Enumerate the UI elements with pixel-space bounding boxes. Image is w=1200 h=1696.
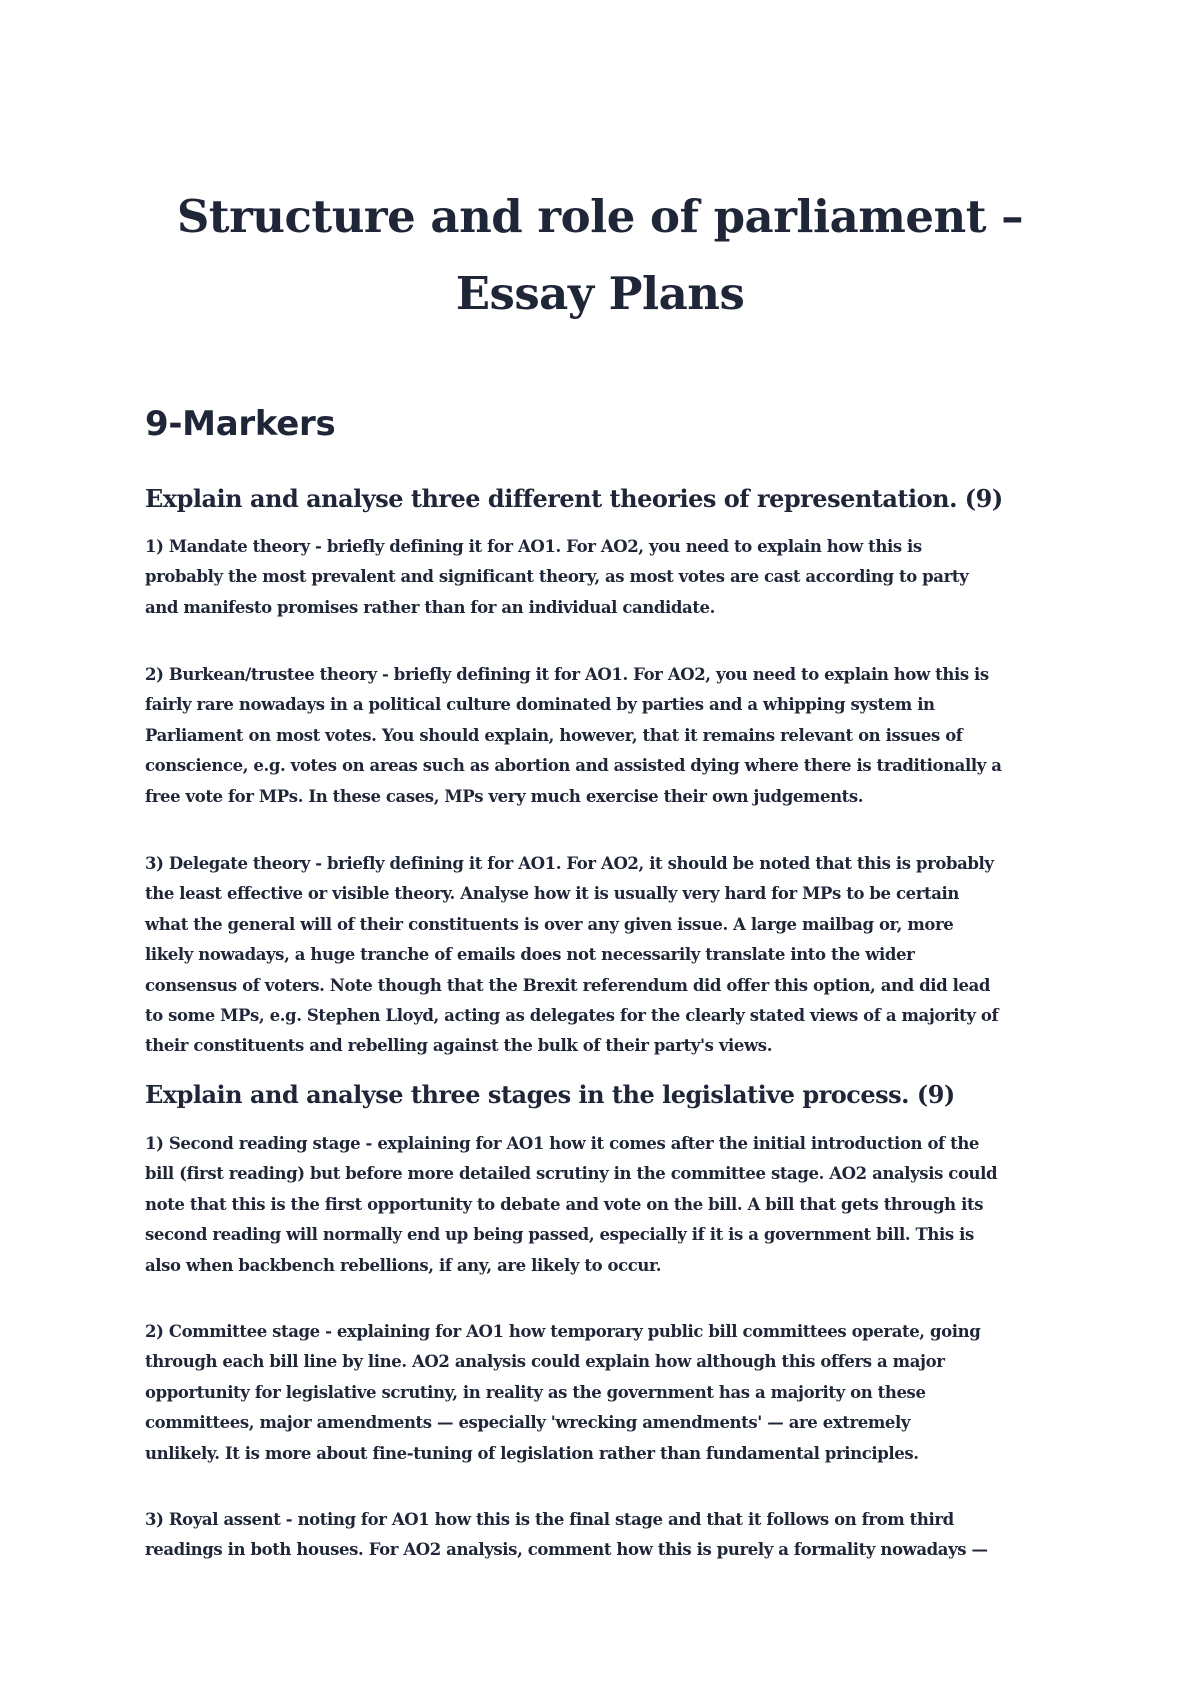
paragraph-line: second reading will normally end up being passed, especially if it is a government bill. This is <box>145 1225 974 1245</box>
paragraph-line: through each bill line by line. AO2 analysis could explain how although this offers a major <box>145 1352 945 1372</box>
document-title <box>100 178 1100 332</box>
paragraph-line: 2) Burkean/trustee theory - briefly defining it for AO1. For AO2, you need to explain how this is <box>145 665 989 684</box>
section-heading: 9-Markers <box>145 404 336 444</box>
answer-paragraph <box>145 660 1065 812</box>
question-heading: Explain and analyse three different theories of representation. (9) <box>145 484 1003 513</box>
answer-paragraph <box>145 1129 1065 1281</box>
title-line-2: Essay Plans <box>455 267 745 320</box>
paragraph-line: probably the most prevalent and significant theory, as most votes are cast according to party <box>145 567 969 587</box>
paragraph-line: note that this is the first opportunity to debate and vote on the bill. A bill that gets through its <box>145 1194 984 1214</box>
paragraph-line: also when backbench rebellions, if any, are likely to occur. <box>145 1255 662 1275</box>
paragraph-line: 1) Second reading stage - explaining for AO1 how it comes after the initial introduction of the <box>145 1134 980 1153</box>
paragraph-line: 2) Committee stage - explaining for AO1 how temporary public bill committees operate, going <box>145 1322 981 1341</box>
paragraph-line: what the general will of their constituents is over any given issue. A large mailbag or, more <box>145 914 954 934</box>
paragraph-line: readings in both houses. For AO2 analysis, comment how this is purely a formality nowadays — <box>145 1540 988 1560</box>
paragraph-line: opportunity for legislative scrutiny, in reality as the government has a majority on these <box>145 1382 926 1402</box>
paragraph-line: 1) Mandate theory - briefly defining it for AO1. For AO2, you need to explain how this is <box>145 537 922 556</box>
answer-paragraph <box>145 1317 1065 1469</box>
paragraph-line: 3) Royal assent - noting for AO1 how this is the final stage and that it follows on from third <box>145 1510 954 1529</box>
paragraph-line: free vote for MPs. In these cases, MPs very much exercise their own judgements. <box>145 786 864 806</box>
paragraph-line: Parliament on most votes. You should explain, however, that it remains relevant on issues of <box>145 725 963 745</box>
paragraph-line: unlikely. It is more about fine-tuning of legislation rather than fundamental principles. <box>145 1443 919 1463</box>
paragraph-line: 3) Delegate theory - briefly defining it for AO1. For AO2, it should be noted that this is probably <box>145 854 994 873</box>
question-heading: Explain and analyse three stages in the legislative process. (9) <box>145 1080 955 1109</box>
answer-paragraph <box>145 532 1065 623</box>
paragraph-line: and manifesto promises rather than for an individual candidate. <box>145 597 715 617</box>
paragraph-line: likely nowadays, a huge tranche of emails does not necessarily translate into the wider <box>145 945 915 965</box>
paragraph-line: to some MPs, e.g. Stephen Lloyd, acting as delegates for the clearly stated views of a majority of <box>145 1006 999 1026</box>
paragraph-line: conscience, e.g. votes on areas such as abortion and assisted dying where there is traditionally a <box>145 756 1002 776</box>
answer-paragraph <box>145 1505 1065 1566</box>
paragraph-line: their constituents and rebelling against the bulk of their party's views. <box>145 1036 773 1056</box>
paragraph-line: consensus of voters. Note though that the Brexit referendum did offer this option, and did lead <box>145 975 991 995</box>
paragraph-line: bill (first reading) but before more detailed scrutiny in the committee stage. AO2 analysis could <box>145 1164 998 1184</box>
paragraph-line: the least effective or visible theory. Analyse how it is usually very hard for MPs to be certain <box>145 884 960 904</box>
title-line-1: Structure and role of parliament – <box>176 190 1024 243</box>
answer-paragraph <box>145 849 1065 1062</box>
paragraph-line: fairly rare nowadays in a political culture dominated by parties and a whipping system in <box>145 695 935 715</box>
paragraph-line: committees, major amendments — especially 'wrecking amendments' — are extremely <box>145 1413 911 1433</box>
